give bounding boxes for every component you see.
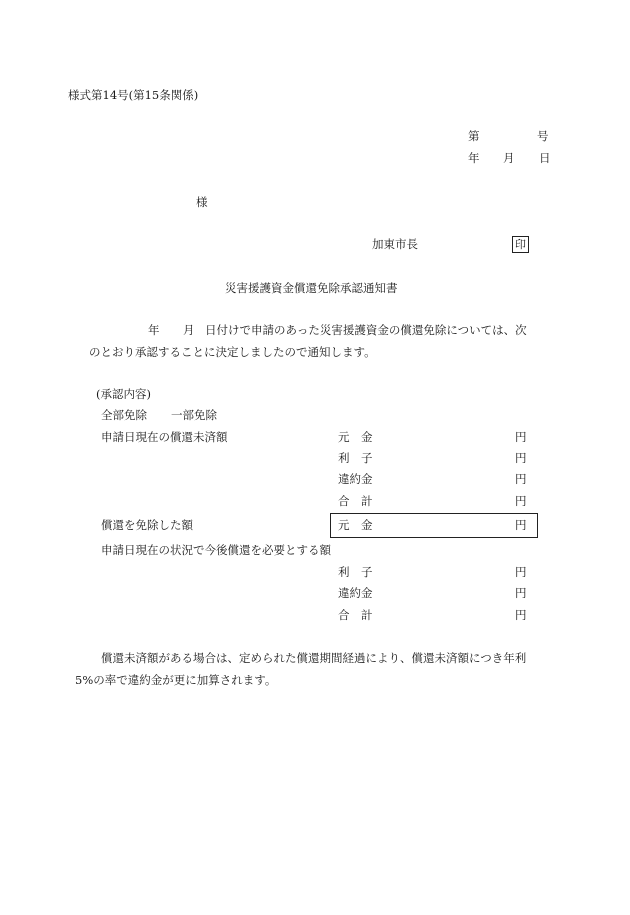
currency-unit: 円 <box>515 518 527 532</box>
addressee-suffix: 様 <box>196 195 208 209</box>
body-line-2: のとおり承認することに決定しましたので通知します。 <box>89 345 376 359</box>
outstanding-penalty: 違約金 <box>338 472 373 486</box>
option-full-exemption: 全部免除 <box>101 408 147 422</box>
currency-unit: 円 <box>515 586 527 600</box>
body-date-month: 月 <box>183 323 195 337</box>
outstanding-interest: 利 子 <box>338 451 373 465</box>
future-penalty: 違約金 <box>338 586 373 600</box>
doc-number-prefix: 第 <box>468 129 480 143</box>
future-interest: 利 子 <box>338 565 373 579</box>
body-date-year: 年 <box>148 323 160 337</box>
future-total: 合 計 <box>338 608 373 622</box>
exempted-principal: 元 金 <box>338 518 373 532</box>
future-label: 申請日現在の状況で今後償還を必要とする額 <box>101 543 331 557</box>
option-partial-exemption: 一部免除 <box>171 408 217 422</box>
note-line-2: 5%の率で違約金が更に加算されます。 <box>75 673 277 687</box>
form-number: 様式第14号(第15条関係) <box>68 88 199 102</box>
body-line-1: 日付けで申請のあった災害援護資金の償還免除については、次 <box>205 323 527 337</box>
currency-unit: 円 <box>515 565 527 579</box>
official-seal: 印 <box>512 236 529 253</box>
date-month: 月 <box>503 151 515 165</box>
outstanding-total: 合 計 <box>338 494 373 508</box>
currency-unit: 円 <box>515 608 527 622</box>
date-day: 日 <box>539 151 551 165</box>
currency-unit: 円 <box>515 472 527 486</box>
currency-unit: 円 <box>515 430 527 444</box>
date-year: 年 <box>468 151 480 165</box>
currency-unit: 円 <box>515 451 527 465</box>
doc-number-suffix: 号 <box>537 129 549 143</box>
issuer-name: 加東市長 <box>372 237 418 251</box>
outstanding-label: 申請日現在の償還未済額 <box>101 430 228 444</box>
outstanding-principal: 元 金 <box>338 430 373 444</box>
approval-heading: (承認内容) <box>96 387 151 401</box>
currency-unit: 円 <box>515 494 527 508</box>
document-title: 災害援護資金償還免除承認通知書 <box>225 281 398 295</box>
note-line-1: 償還未済額がある場合は、定められた償還期間経過により、償還未済額につき年利 <box>101 651 527 665</box>
exempted-label: 償還を免除した額 <box>101 518 193 532</box>
